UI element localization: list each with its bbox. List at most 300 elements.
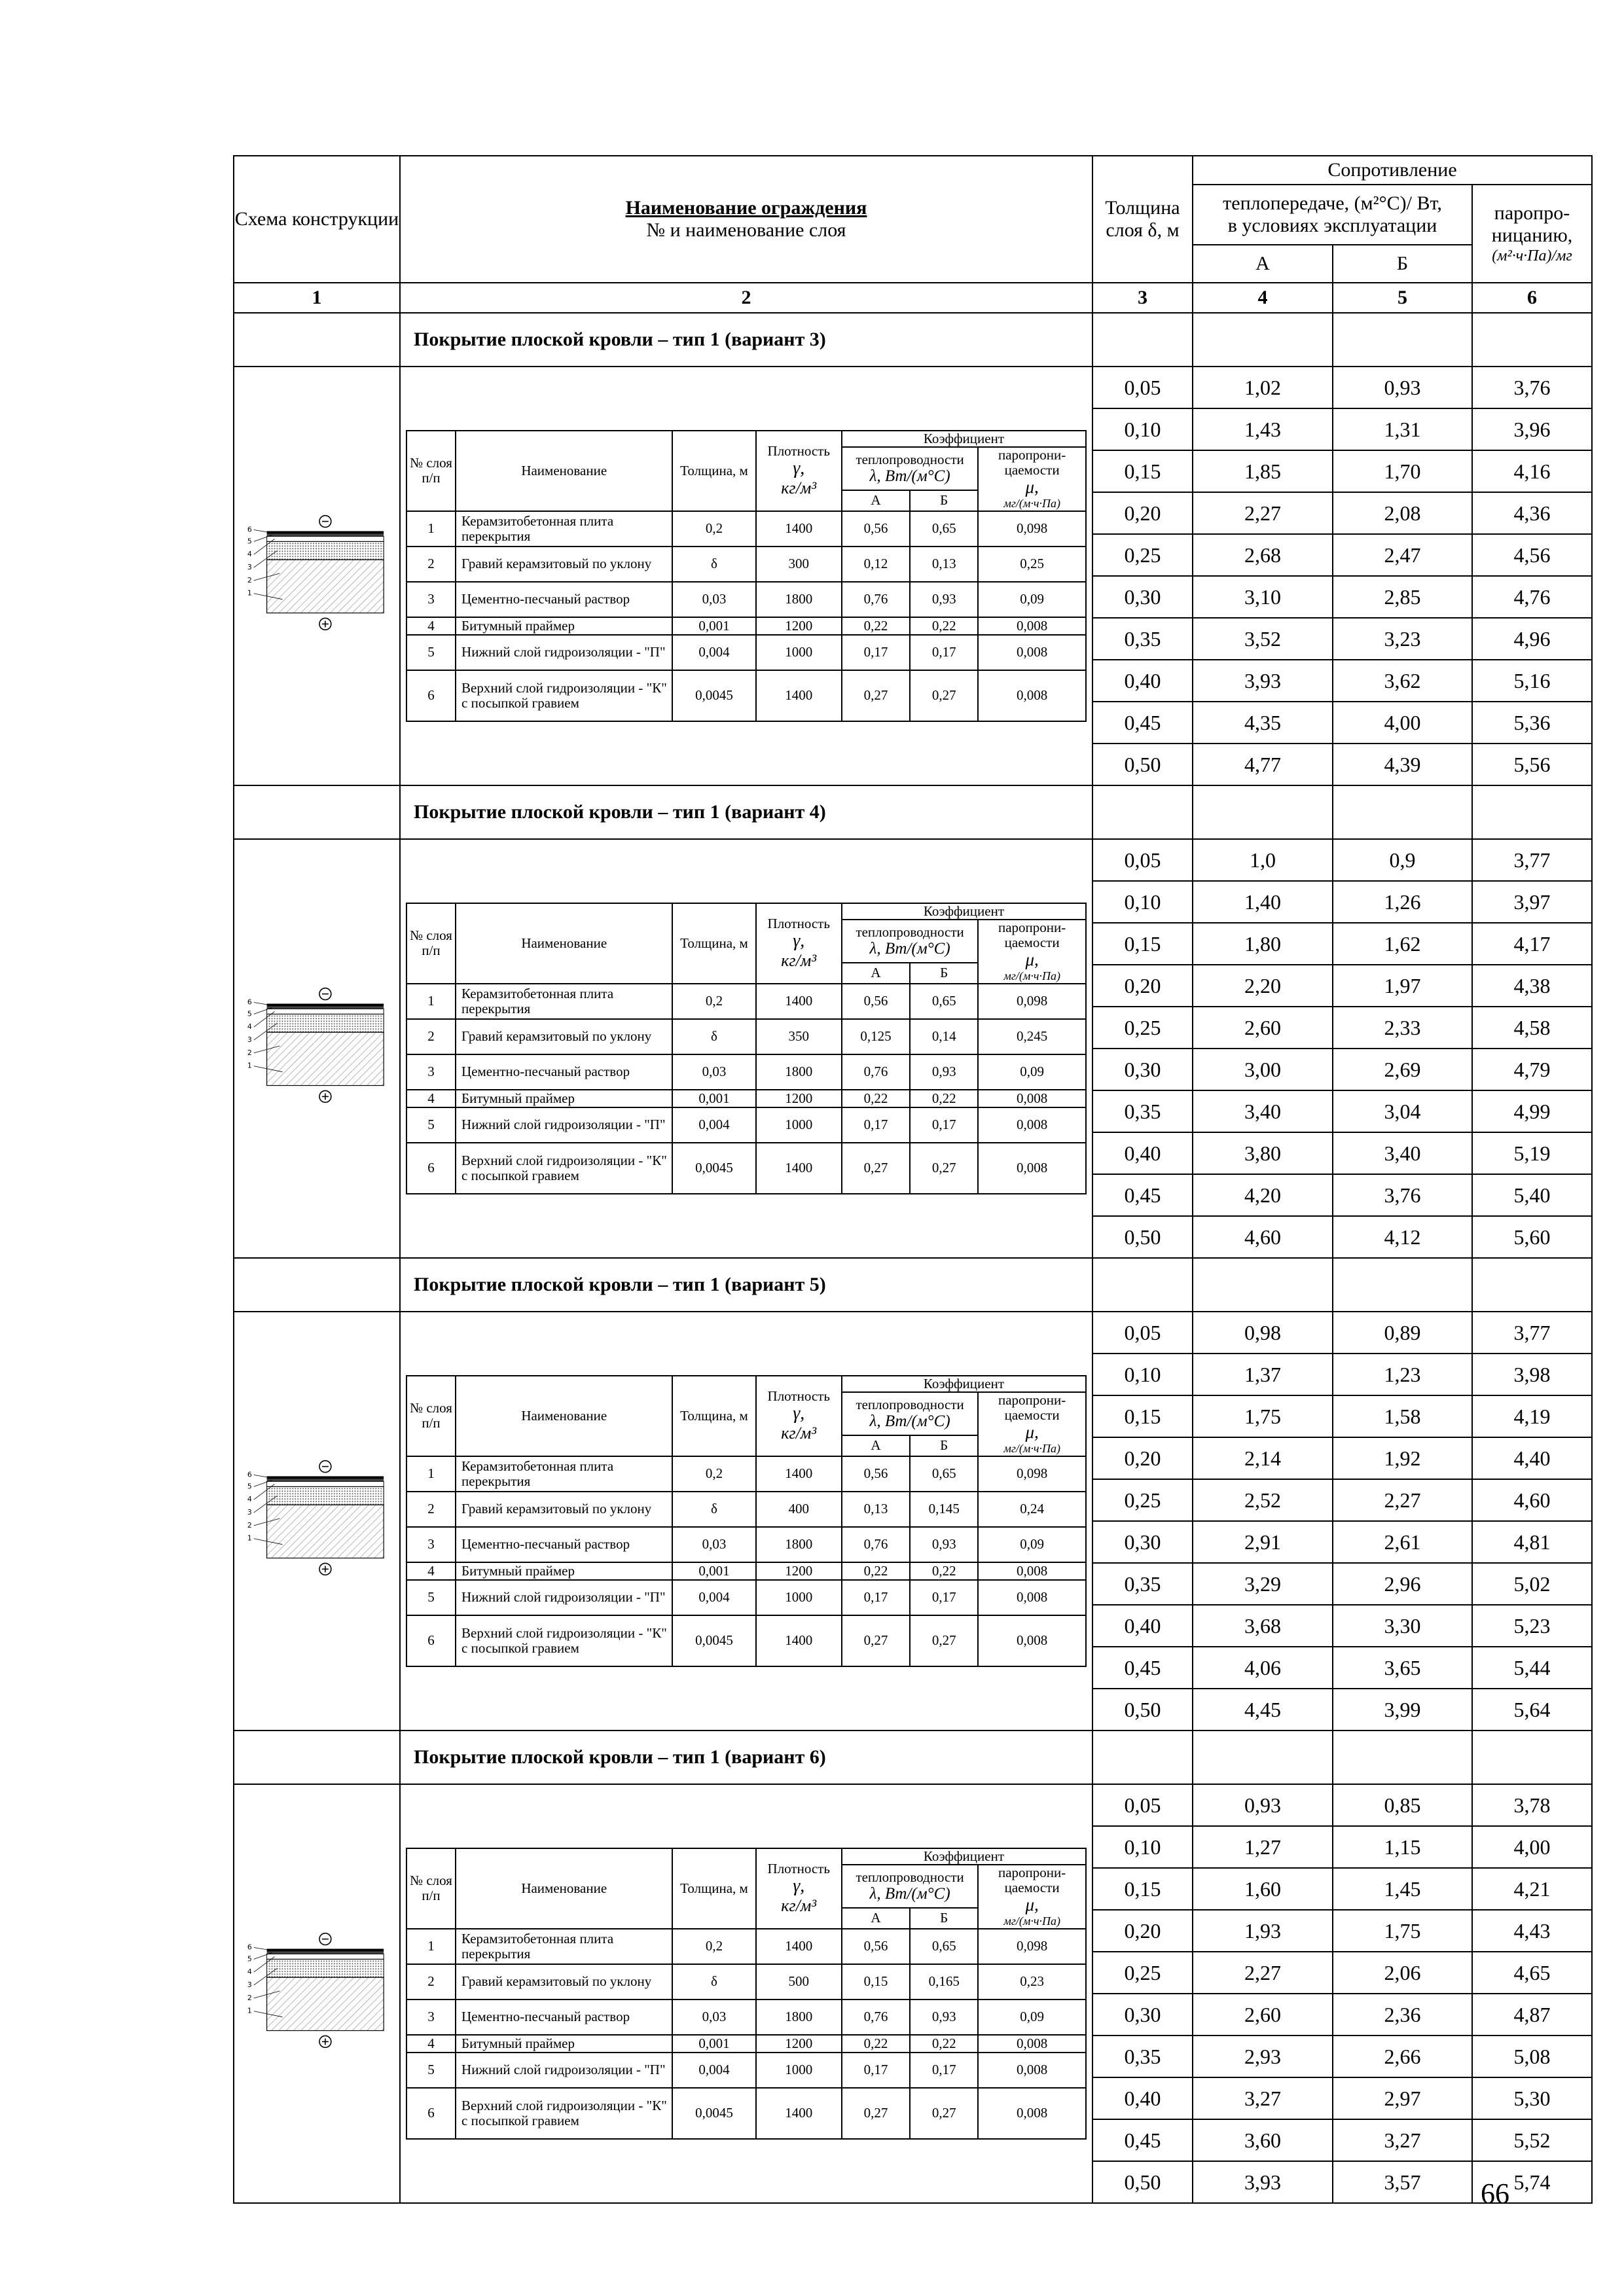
layer-row [406, 1019, 1086, 1054]
layer-lambda-a: 0,17 [842, 1107, 910, 1143]
block-title: Покрытие плоской кровли – тип 1 (вариант 5) [400, 1258, 1092, 1312]
layer-lambda-a: 0,22 [842, 617, 910, 635]
layer-mu: 0,09 [978, 2000, 1086, 2035]
vapor-resistance-value: 5,02 [1472, 1563, 1592, 1605]
resistance-a-value: 4,20 [1193, 1174, 1333, 1216]
resistance-a-value: 4,35 [1193, 702, 1333, 744]
schema-label: 2 [247, 575, 252, 584]
layer-no: 1 [406, 984, 456, 1019]
thickness-value: 0,35 [1092, 1090, 1193, 1132]
schema-label: 6 [247, 1943, 252, 1952]
layer-mu: 0,25 [978, 547, 1086, 582]
layer-lambda-b: 0,93 [910, 1054, 978, 1090]
layer-lambda-a: 0,22 [842, 2035, 910, 2053]
vapor-resistance-value: 4,16 [1472, 450, 1592, 492]
schema-label: 5 [247, 1009, 252, 1018]
col-number: 4 [1193, 283, 1333, 313]
layer-lambda-a: 0,56 [842, 1929, 910, 1964]
layer-lambda-a: 0,12 [842, 547, 910, 582]
thickness-value: 0,15 [1092, 450, 1193, 492]
layer-row [406, 2000, 1086, 2035]
layer-lambda-b: 0,17 [910, 1580, 978, 1615]
inner-density-sym: γ, [793, 931, 805, 952]
inner-header-thickness: Толщина, м [672, 903, 755, 984]
layer-density: 1400 [756, 1456, 842, 1492]
layer-no: 6 [406, 1143, 456, 1194]
layer-lambda-a: 0,56 [842, 984, 910, 1019]
vapor-resistance-value: 4,96 [1472, 618, 1592, 660]
layer-thickness: 0,2 [672, 984, 755, 1019]
resistance-b-value: 1,62 [1333, 923, 1472, 965]
resistance-b-value: 3,40 [1333, 1132, 1472, 1174]
layer-lambda-b: 0,22 [910, 617, 978, 635]
layer-density: 1000 [756, 1580, 842, 1615]
layer-density: 1200 [756, 2035, 842, 2053]
vapor-resistance-value: 4,58 [1472, 1007, 1592, 1049]
layer-row [406, 1107, 1086, 1143]
inner-header-coef: Коэффициент [842, 1848, 1086, 1865]
resistance-a-value: 2,27 [1193, 1952, 1333, 1994]
inner-header-a: А [842, 1435, 910, 1456]
layer-no: 1 [406, 511, 456, 547]
schema-label: 4 [247, 1494, 252, 1503]
resistance-b-value: 1,97 [1333, 965, 1472, 1007]
block-title-row [234, 1731, 1592, 1784]
thickness-value: 0,15 [1092, 1868, 1193, 1910]
layer-no: 2 [406, 1492, 456, 1527]
layer-density: 1200 [756, 1562, 842, 1580]
header-resistance: Сопротивление [1193, 156, 1592, 185]
vapor-resistance-value: 4,38 [1472, 965, 1592, 1007]
resistance-a-value: 2,60 [1193, 1994, 1333, 2036]
vapor-resistance-value: 5,44 [1472, 1647, 1592, 1689]
layer-mu: 0,24 [978, 1492, 1086, 1527]
layer-thickness: 0,03 [672, 1527, 755, 1562]
layer-thickness: 0,0045 [672, 1143, 755, 1194]
layer-name: Битумный праймер [456, 2035, 672, 2053]
layer-row [406, 1054, 1086, 1090]
resistance-a-value: 2,93 [1193, 2036, 1333, 2077]
layer-thickness: 0,004 [672, 1580, 755, 1615]
layer-no: 5 [406, 1580, 456, 1615]
resistance-a-value: 2,60 [1193, 1007, 1333, 1049]
layer-thickness: 0,004 [672, 2053, 755, 2088]
resistance-a-value: 4,60 [1193, 1216, 1333, 1258]
layer-no: 2 [406, 547, 456, 582]
inner-density-unit: кг/м³ [781, 1424, 817, 1443]
layer-row [406, 617, 1086, 635]
header-heat-transfer-label: теплопередаче, (м²°С)/ Вт, [1223, 192, 1442, 214]
layer-mu: 0,098 [978, 1456, 1086, 1492]
header-col-b: Б [1333, 245, 1472, 283]
inner-header-conductivity [842, 1392, 978, 1435]
layer-mu: 0,008 [978, 617, 1086, 635]
layer-mu: 0,008 [978, 2035, 1086, 2053]
inner-permeability-unit: мг/(м·ч·Па) [1003, 969, 1060, 983]
resistance-b-value: 2,85 [1333, 576, 1472, 618]
resistance-a-value: 1,60 [1193, 1868, 1333, 1910]
layer-name: Битумный праймер [456, 617, 672, 635]
vapor-resistance-value: 4,40 [1472, 1437, 1592, 1479]
vapor-resistance-value: 4,76 [1472, 576, 1592, 618]
vapor-resistance-value: 4,99 [1472, 1090, 1592, 1132]
thickness-value: 0,30 [1092, 576, 1193, 618]
resistance-a-value: 3,27 [1193, 2077, 1333, 2119]
vapor-resistance-value: 5,64 [1472, 1689, 1592, 1731]
vapor-resistance-value: 5,16 [1472, 660, 1592, 702]
layer-mu: 0,245 [978, 1019, 1086, 1054]
schema-cell [234, 839, 400, 1258]
layer-thickness: 0,004 [672, 1107, 755, 1143]
inner-header-a: А [842, 1908, 910, 1929]
resistance-a-value: 1,85 [1193, 450, 1333, 492]
schema-label: 1 [247, 1061, 252, 1070]
layer-name: Битумный праймер [456, 1090, 672, 1107]
thickness-value: 0,50 [1092, 1216, 1193, 1258]
resistance-a-value: 3,80 [1193, 1132, 1333, 1174]
thickness-value: 0,10 [1092, 1354, 1193, 1395]
resistance-a-value: 2,14 [1193, 1437, 1333, 1479]
vapor-resistance-value: 4,79 [1472, 1049, 1592, 1090]
thickness-value: 0,05 [1092, 1784, 1193, 1826]
inner-header-b: Б [910, 963, 978, 984]
layer-no: 3 [406, 1054, 456, 1090]
layer-thickness: 0,001 [672, 1562, 755, 1580]
vapor-resistance-value: 4,00 [1472, 1826, 1592, 1868]
resistance-row [234, 839, 1592, 881]
layer-lambda-a: 0,27 [842, 1143, 910, 1194]
vapor-resistance-value: 5,36 [1472, 702, 1592, 744]
layer-thickness: 0,0045 [672, 1615, 755, 1666]
vapor-resistance-value: 3,96 [1472, 408, 1592, 450]
resistance-b-value: 3,65 [1333, 1647, 1472, 1689]
resistance-a-value: 3,00 [1193, 1049, 1333, 1090]
layer-lambda-b: 0,27 [910, 1143, 978, 1194]
layer-lambda-b: 0,13 [910, 547, 978, 582]
layer-no: 4 [406, 617, 456, 635]
header-name [400, 156, 1092, 283]
inner-permeability-sym: μ, [1025, 1895, 1039, 1915]
vapor-resistance-value: 4,60 [1472, 1479, 1592, 1521]
layer-lambda-b: 0,65 [910, 1456, 978, 1492]
col-number: 2 [400, 283, 1092, 313]
inner-header-name: Наименование [456, 903, 672, 984]
vapor-resistance-value: 4,87 [1472, 1994, 1592, 2036]
block-title: Покрытие плоской кровли – тип 1 (вариант 4) [400, 785, 1092, 839]
thickness-value: 0,05 [1092, 1312, 1193, 1354]
vapor-resistance-value: 4,19 [1472, 1395, 1592, 1437]
inner-density-sym: γ, [793, 1876, 805, 1897]
layer-lambda-a: 0,17 [842, 635, 910, 670]
inner-permeability-sym: μ, [1025, 477, 1039, 497]
inner-header-permeability [978, 1392, 1086, 1456]
inner-header-permeability [978, 1865, 1086, 1929]
schema-label: 1 [247, 2006, 252, 2015]
layer-density: 300 [756, 547, 842, 582]
resistance-b-value: 2,27 [1333, 1479, 1472, 1521]
layer-row [406, 1090, 1086, 1107]
header-heat-transfer [1193, 185, 1472, 245]
resistance-b-value: 0,85 [1333, 1784, 1472, 1826]
layer-density: 1400 [756, 1615, 842, 1666]
resistance-b-value: 2,47 [1333, 534, 1472, 576]
layer-no: 6 [406, 1615, 456, 1666]
layer-density: 1800 [756, 582, 842, 617]
resistance-a-value: 4,06 [1193, 1647, 1333, 1689]
layer-name: Верхний слой гидроизоляции - "К" с посыпкой гравием [456, 1143, 672, 1194]
layer-table-cell [400, 367, 1092, 785]
layer-density: 1000 [756, 1107, 842, 1143]
layer-row [406, 1929, 1086, 1964]
thickness-value: 0,40 [1092, 1132, 1193, 1174]
layer-lambda-a: 0,76 [842, 582, 910, 617]
resistance-row [234, 1312, 1592, 1354]
block-title-row [234, 785, 1592, 839]
resistance-b-value: 0,93 [1333, 367, 1472, 408]
layer-name: Нижний слой гидроизоляции - "П" [456, 1580, 672, 1615]
layer-lambda-b: 0,17 [910, 635, 978, 670]
layer-density: 1200 [756, 1090, 842, 1107]
thickness-value: 0,50 [1092, 2161, 1193, 2203]
resistance-a-value: 4,77 [1193, 744, 1333, 785]
layer-lambda-b: 0,93 [910, 582, 978, 617]
inner-conductivity-sym: λ, Вт/(м°С) [869, 467, 950, 485]
layer-name: Керамзитобетонная плита перекрытия [456, 1929, 672, 1964]
inner-density-label: Плотность [767, 1388, 830, 1405]
layer-name: Цементно-песчаный раствор [456, 1054, 672, 1090]
layer-lambda-b: 0,14 [910, 1019, 978, 1054]
layer-lambda-a: 0,76 [842, 1527, 910, 1562]
inner-permeability-label: паропрони-цаемости [998, 920, 1066, 951]
inner-density-unit: кг/м³ [781, 478, 817, 498]
layer-table [406, 430, 1087, 722]
vapor-resistance-value: 5,30 [1472, 2077, 1592, 2119]
thickness-value: 0,25 [1092, 1479, 1193, 1521]
layer-row [406, 1615, 1086, 1666]
inner-header-b: Б [910, 490, 978, 511]
thickness-value: 0,40 [1092, 660, 1193, 702]
layer-lambda-a: 0,27 [842, 670, 910, 721]
layer-name: Цементно-песчаный раствор [456, 2000, 672, 2035]
layer-density: 1800 [756, 1527, 842, 1562]
layer-mu: 0,008 [978, 2053, 1086, 2088]
schema-label: 4 [247, 1022, 252, 1031]
layer-row [406, 511, 1086, 547]
layer-name: Верхний слой гидроизоляции - "К" с посыпкой гравием [456, 2088, 672, 2139]
inner-conductivity-label: теплопроводности [856, 451, 964, 467]
inner-permeability-label: паропрони-цаемости [998, 1392, 1066, 1424]
thickness-value: 0,35 [1092, 1563, 1193, 1605]
thickness-value: 0,30 [1092, 1049, 1193, 1090]
resistance-b-value: 3,76 [1333, 1174, 1472, 1216]
inner-density-label: Плотность [767, 443, 830, 459]
layer-lambda-b: 0,65 [910, 1929, 978, 1964]
layer-lambda-b: 0,17 [910, 2053, 978, 2088]
resistance-a-value: 3,40 [1193, 1090, 1333, 1132]
layer-no: 1 [406, 1929, 456, 1964]
layer-mu: 0,008 [978, 1107, 1086, 1143]
layer-density: 1400 [756, 1929, 842, 1964]
layer-row [406, 984, 1086, 1019]
resistance-b-value: 1,58 [1333, 1395, 1472, 1437]
thickness-value: 0,15 [1092, 1395, 1193, 1437]
schema-label: 6 [247, 997, 252, 1007]
layer-row [406, 582, 1086, 617]
resistance-b-value: 4,12 [1333, 1216, 1472, 1258]
resistance-b-value: 3,04 [1333, 1090, 1472, 1132]
layer-table [406, 1375, 1087, 1667]
thickness-value: 0,20 [1092, 1910, 1193, 1952]
resistance-a-value: 1,75 [1193, 1395, 1333, 1437]
thickness-value: 0,45 [1092, 1647, 1193, 1689]
layer-row [406, 635, 1086, 670]
layer-no: 5 [406, 1107, 456, 1143]
layer-density: 1000 [756, 2053, 842, 2088]
schema-label: 5 [247, 1954, 252, 1964]
layer-mu: 0,098 [978, 1929, 1086, 1964]
layer-mu: 0,098 [978, 984, 1086, 1019]
resistance-b-value: 2,08 [1333, 492, 1472, 534]
col-number: 5 [1333, 283, 1472, 313]
layer-lambda-b: 0,27 [910, 2088, 978, 2139]
schema-cell [234, 1312, 400, 1731]
thickness-value: 0,50 [1092, 1689, 1193, 1731]
layer-thickness: 0,2 [672, 1456, 755, 1492]
layer-density: 350 [756, 1019, 842, 1054]
layer-lambda-a: 0,22 [842, 1562, 910, 1580]
schema-label: 1 [247, 1534, 252, 1543]
layer-lambda-a: 0,76 [842, 2000, 910, 2035]
resistance-b-value: 2,06 [1333, 1952, 1472, 1994]
layer-mu: 0,008 [978, 1090, 1086, 1107]
layer-no: 3 [406, 582, 456, 617]
vapor-resistance-value: 4,81 [1472, 1521, 1592, 1563]
thickness-value: 0,30 [1092, 1521, 1193, 1563]
vapor-resistance-value: 3,78 [1472, 1784, 1592, 1826]
inner-header-coef: Коэффициент [842, 431, 1086, 447]
resistance-a-value: 3,29 [1193, 1563, 1333, 1605]
layer-mu: 0,008 [978, 1562, 1086, 1580]
resistance-a-value: 2,91 [1193, 1521, 1333, 1563]
inner-header-coef: Коэффициент [842, 1376, 1086, 1392]
layer-mu: 0,008 [978, 2088, 1086, 2139]
inner-header-no: № слоя п/п [406, 431, 456, 511]
resistance-row [234, 367, 1592, 408]
thickness-value: 0,20 [1092, 492, 1193, 534]
vapor-resistance-value: 4,21 [1472, 1868, 1592, 1910]
resistance-b-value: 2,66 [1333, 2036, 1472, 2077]
layer-thickness: δ [672, 547, 755, 582]
schema-label: 3 [247, 1507, 252, 1516]
header-name-line1: Наименование ограждения [625, 196, 867, 219]
inner-header-density [756, 431, 842, 511]
inner-header-b: Б [910, 1908, 978, 1929]
column-number-row [234, 283, 1592, 313]
thickness-value: 0,10 [1092, 408, 1193, 450]
layer-lambda-a: 0,56 [842, 511, 910, 547]
schema-label: 1 [247, 588, 252, 598]
resistance-a-value: 1,27 [1193, 1826, 1333, 1868]
layer-mu: 0,008 [978, 1615, 1086, 1666]
resistance-a-value: 2,68 [1193, 534, 1333, 576]
roof-layer-schema [234, 495, 399, 652]
layer-lambda-a: 0,15 [842, 1964, 910, 2000]
resistance-a-value: 3,60 [1193, 2119, 1333, 2161]
layer-lambda-b: 0,165 [910, 1964, 978, 2000]
layer-lambda-a: 0,17 [842, 2053, 910, 2088]
vapor-resistance-value: 4,43 [1472, 1910, 1592, 1952]
layer-no: 2 [406, 1964, 456, 2000]
resistance-b-value: 2,97 [1333, 2077, 1472, 2119]
vapor-resistance-value: 3,98 [1472, 1354, 1592, 1395]
roof-layer-schema [234, 1912, 399, 2070]
layer-row [406, 1456, 1086, 1492]
resistance-b-value: 2,96 [1333, 1563, 1472, 1605]
layer-lambda-b: 0,22 [910, 2035, 978, 2053]
thickness-value: 0,40 [1092, 2077, 1193, 2119]
thickness-value: 0,05 [1092, 839, 1193, 881]
vapor-resistance-value: 4,56 [1472, 534, 1592, 576]
layer-row [406, 1562, 1086, 1580]
inner-conductivity-sym: λ, Вт/(м°С) [869, 1412, 950, 1430]
thickness-value: 0,40 [1092, 1605, 1193, 1647]
inner-density-sym: γ, [793, 1403, 805, 1424]
layer-table-cell [400, 839, 1092, 1258]
header-row-1 [234, 156, 1592, 185]
layer-lambda-b: 0,145 [910, 1492, 978, 1527]
header-conditions: в условиях эксплуатации [1227, 215, 1437, 236]
resistance-b-value: 1,23 [1333, 1354, 1472, 1395]
layer-name: Верхний слой гидроизоляции - "К" с посыпкой гравием [456, 1615, 672, 1666]
thickness-value: 0,10 [1092, 881, 1193, 923]
resistance-a-value: 1,37 [1193, 1354, 1333, 1395]
inner-header-a: А [842, 490, 910, 511]
layer-row [406, 1527, 1086, 1562]
layer-lambda-b: 0,27 [910, 670, 978, 721]
layer-density: 400 [756, 1492, 842, 1527]
resistance-a-value: 1,43 [1193, 408, 1333, 450]
vapor-resistance-value: 3,76 [1472, 367, 1592, 408]
inner-header-no: № слоя п/п [406, 903, 456, 984]
layer-no: 6 [406, 670, 456, 721]
inner-header-no: № слоя п/п [406, 1848, 456, 1929]
resistance-a-value: 2,27 [1193, 492, 1333, 534]
resistance-a-value: 3,52 [1193, 618, 1333, 660]
resistance-b-value: 1,92 [1333, 1437, 1472, 1479]
inner-header-coef: Коэффициент [842, 903, 1086, 920]
resistance-b-value: 3,23 [1333, 618, 1472, 660]
layer-thickness: 0,2 [672, 511, 755, 547]
schema-label: 3 [247, 562, 252, 571]
schema-cell [234, 367, 400, 785]
layer-no: 4 [406, 2035, 456, 2053]
schema-label: 6 [247, 1470, 252, 1479]
resistance-b-value: 3,27 [1333, 2119, 1472, 2161]
inner-conductivity-label: теплопроводности [856, 1396, 964, 1412]
layer-lambda-b: 0,65 [910, 511, 978, 547]
vapor-resistance-value: 4,17 [1472, 923, 1592, 965]
layer-thickness: 0,004 [672, 635, 755, 670]
layer-name: Нижний слой гидроизоляции - "П" [456, 2053, 672, 2088]
inner-header-thickness: Толщина, м [672, 1376, 755, 1456]
inner-header-conductivity [842, 447, 978, 490]
resistance-b-value: 1,26 [1333, 881, 1472, 923]
thickness-value: 0,10 [1092, 1826, 1193, 1868]
layer-density: 1400 [756, 511, 842, 547]
layer-lambda-b: 0,93 [910, 2000, 978, 2035]
header-schema: Схема конструкции [234, 156, 400, 283]
layer-mu: 0,008 [978, 635, 1086, 670]
